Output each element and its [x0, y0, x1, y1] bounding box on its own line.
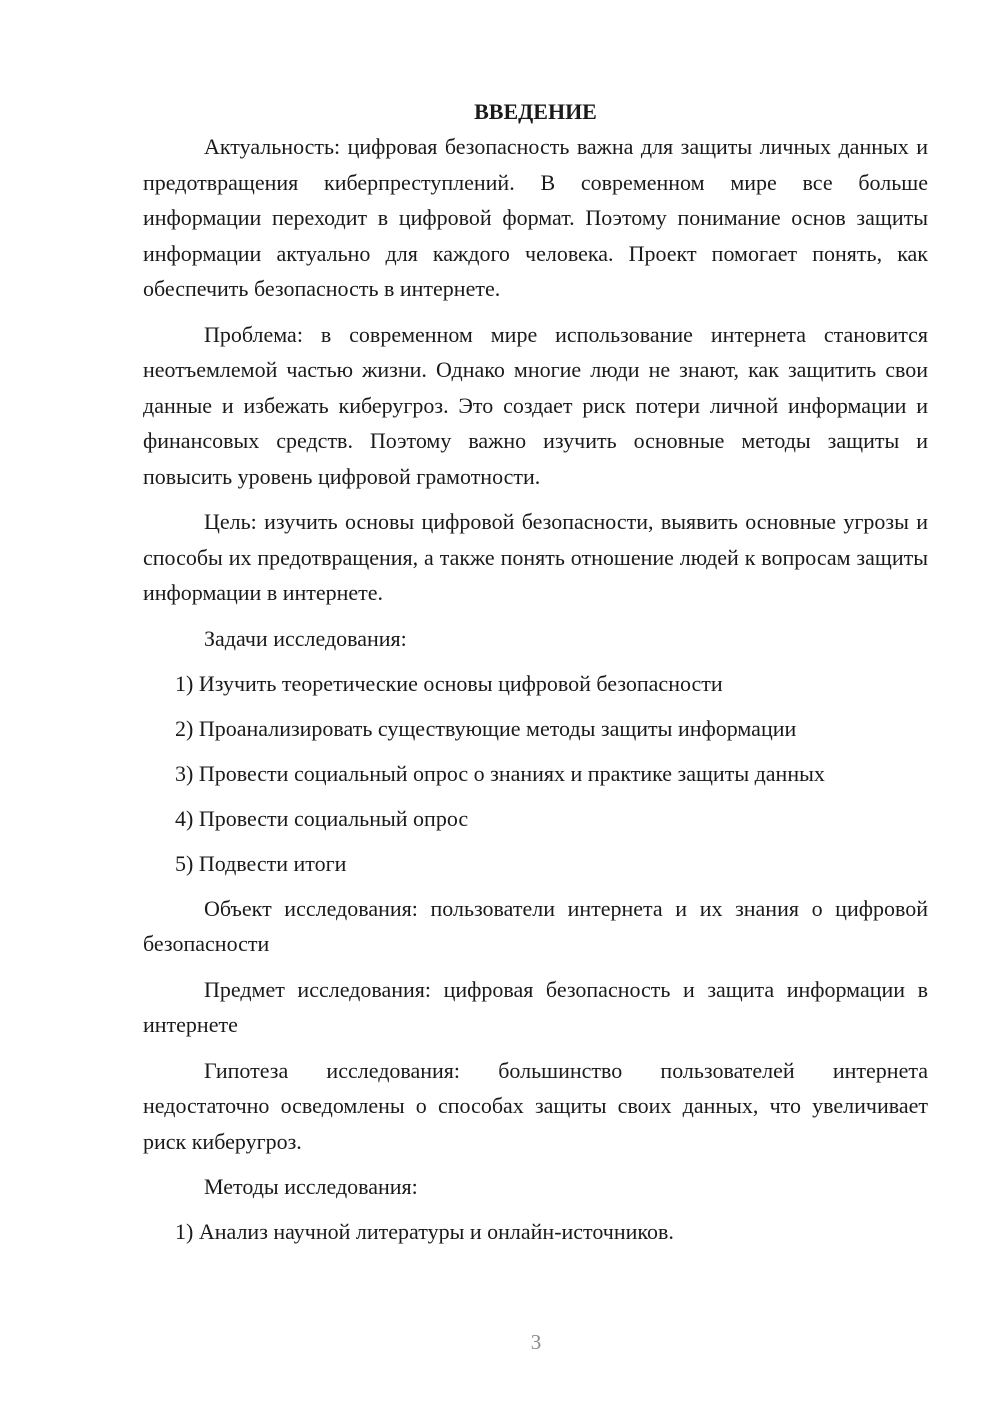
task-item-4: 4) Провести социальный опрос [175, 805, 469, 831]
hypothesis-paragraph: Гипотеза исследования: большинство пользователей интернета недостаточно осведомлены о способах защиты своих данных, что увеличивает риск киберугроз. [143, 1057, 928, 1154]
section-title: ВВЕДЕНИЕ [474, 99, 597, 124]
method-item-1: 1) Анализ научной литературы и онлайн-источников. [175, 1219, 674, 1244]
subject-paragraph: Предмет исследования: цифровая безопасность и защита информации в интернете [143, 976, 928, 1037]
page-content [143, 94, 928, 1259]
relevance-paragraph: Актуальность: цифровая безопасность важна для защиты личных данных и предотвращения киберпреступлений. В современном мире все больше информации переходит в цифровой формат. Поэтому понимание основ защиты информации актуально для каждого человека. Проект помогает понять, как обеспечить безопасность в интернете. [143, 134, 928, 301]
methods-list [143, 1214, 928, 1249]
tasks-list [143, 666, 928, 881]
task-item-2: 2) Проанализировать существующие методы защиты информации [175, 715, 797, 741]
methods-label: Методы исследования: [204, 1174, 418, 1199]
task-item-5: 5) Подвести итоги [175, 850, 347, 876]
object-paragraph: Объект исследования: пользователи интернета и их знания о цифровой безопасности [143, 895, 928, 956]
page-number: 3 [530, 1330, 542, 1354]
task-item-3: 3) Провести социальный опрос о знаниях и практике защиты данных [175, 760, 825, 786]
goal-paragraph: Цель: изучить основы цифровой безопасности, выявить основные угрозы и способы их предотвращения, а также понять отношение людей к вопросам защиты информации в интернете. [143, 509, 928, 605]
task-item-1: 1) Изучить теоретические основы цифровой безопасности [175, 670, 723, 696]
tasks-label: Задачи исследования: [204, 625, 407, 651]
problem-paragraph: Проблема: в современном мире использование интернета становится неотъемлемой частью жизни. Однако многие люди не знают, как защитить свои данные и избежать киберугроз. Это создает риск потери личной информации и финансовых средств. Поэтому важно изучить основные методы защиты и повысить уровень цифровой грамотности. [143, 321, 928, 489]
